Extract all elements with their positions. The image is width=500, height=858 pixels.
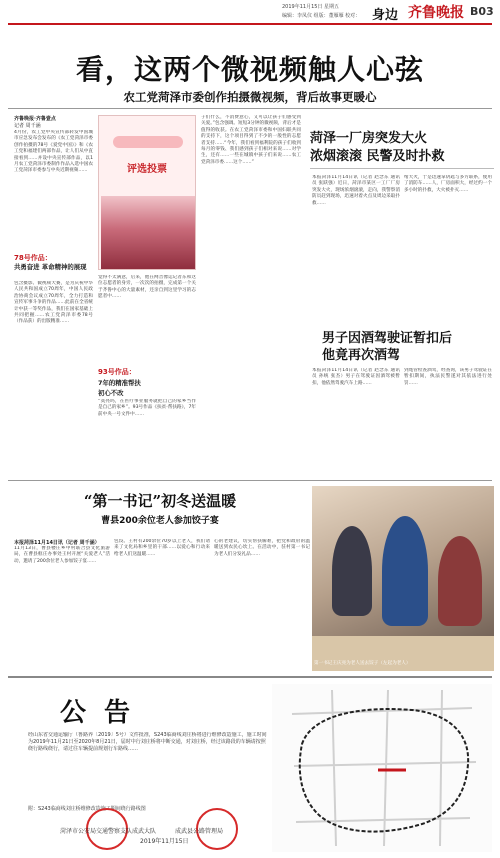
article-byline: 记者 周千涵 — [14, 123, 41, 129]
notice-org: 菏泽市公安局交通警察支队成武大队 — [60, 828, 157, 835]
story-body: 本报菏泽11月14日讯（记者 赵念东 通讯员 张跃强）近日，菏泽市某区一工厂厂房突发大火，现场浓烟滚滚，走向，我警察消防员赶到现场，迅速对着火点及周边采取扑救…… — [312, 175, 400, 206]
story-headline: 他竟再次酒驾 — [322, 348, 401, 363]
section-heading: 初心不改 — [98, 389, 124, 397]
poster-title: 评选投票 — [127, 164, 167, 175]
poster-photo — [101, 196, 195, 269]
story-body: 11月13日，曹县楼庄乡中村联合县文化旅游局，在曹县框庄办事处王村开展“关爱老人”活动，邀请了200余位老人参加饺子宴…… — [14, 546, 110, 564]
detour-route-map — [272, 684, 492, 852]
story-body: 包饺。王村有200余位70岁以上老人，我们请来了文化局和乡里的干部……以爱心和行动来给老人们送温暖…… — [114, 539, 210, 557]
notice-attachment: 附：S243临商线刘庄桥维修改造施工期间绕行路线图 — [28, 806, 146, 812]
article-source: 齐鲁晚报·齐鲁壹点 — [14, 116, 56, 122]
dumpling-event-photo — [312, 486, 494, 671]
story-headline: 男子因酒驾驶证暂扣后 — [322, 331, 453, 346]
photo-person — [438, 536, 482, 626]
divider — [8, 108, 492, 109]
notice-org: 成武县公路管理局 — [175, 828, 224, 835]
header-divider — [8, 23, 492, 25]
header-date: 2019年11月15日 星期五 — [282, 4, 340, 10]
divider — [8, 676, 492, 678]
story-body: 到尾管检查酒驾，经查询，该男子驾驶证在暂扣期间，执法民警遂对其依法进行处罚…… — [404, 368, 492, 386]
header-section: 身边 — [372, 8, 399, 23]
divider — [8, 480, 492, 481]
page-number: B03 — [470, 5, 494, 18]
section-number: 93号作品： — [98, 368, 136, 376]
main-subheadline: 农工党菏泽市委创作拍摄微视频，背后故事更暖心 — [123, 90, 377, 104]
section-heading: 7年的精准帮扶 — [98, 379, 141, 387]
story-subheadline: 曹县200余位老人参加饺子宴 — [101, 516, 219, 526]
story-headline: 浓烟滚滚 民警及时扑救 — [310, 149, 445, 164]
photo-person — [382, 516, 428, 626]
notice-date: 2019年11月15日 — [140, 838, 189, 845]
section-number: 78号作品： — [14, 254, 52, 262]
article-body: 子们什么，不消费意心，又可以让孩子们感受到关爱。”包含强调。短短3分钟的微视频，背后才是值得的收获。在农工党菏泽市委和中国妇联共同的支持下，这个项目得到了不少的一般性的志愿者支持……“今年，我们看到福利院的孩子们收到每月的零钱、我们感到孩子们相对来说……对学生，还有……一些在城镇中孩子们来说……农工党菏泽市委……这个……” — [201, 115, 301, 165]
newspaper-logo: 齐鲁晚报 — [408, 5, 464, 21]
article-body: 包含摄影、微视频大赛，是为庆祝中华人民共和国成立70周年，中国人民政治协商会议成立70周年，全力打造和宣传军事斗争的作品……此前在全省统计中获一等奖作品，我们在国家基础上共同把握……农工党菏泽市委78号（作品获）的出版精准…… — [14, 281, 93, 325]
header-editors: 编辑：李凤仪 组版：董雁雁 校对： — [282, 13, 361, 19]
story-headline: 菏泽一厂房突发大火 — [310, 131, 428, 146]
photo-caption: 第一书记王庆亮为老人送去饺子（左起为老人） — [314, 661, 411, 666]
article-body: 觉得不太满意，后来，他在网音像运记者东和这位志愿者的身旁，一次次的拍摄，完成第一个关于齐鲁中心的大量素材，还亲自到这里学习的志愿者中…… — [98, 275, 196, 300]
article-body: “寞亮吗，在医疗事业服务就把自己的家乡当作是自己的家乡”。93号作品《扶贫·帮扶路》，7年前中央一号文件中…… — [98, 399, 196, 417]
vote-poster-image — [98, 115, 196, 270]
story-body: 心的老建议，切实帮扶解难，把党和政府的温暖送到农民心坎上。在活动中，驻村第一书记为老人们分发礼品…… — [214, 539, 310, 557]
photo-person — [332, 526, 372, 616]
story-body: 本报菏泽11月14日讯（记者 赵念东 通讯员 孙统 张杰）男子在驾驶证因酒驾被暂扣，他依然驾驶汽车上路…… — [312, 368, 400, 386]
notice-body: 经山东省交通运输厅（鲁路养〔2019〕5号）文件批准，S243临商线刘庄桥将进行维修改造施工，施工时间为2019年11月21日至2020年8月21日，届时中行刘庄桥将中断交通，对刘庄桥，经过该路段的车辆请按照绕行路线绕行，请过往车辆提前规划行车路线…… — [28, 732, 267, 752]
divider — [310, 168, 494, 169]
story-body: 绪大火，于是迅速拿钥匙与多方联系，使用了消防车……人，厂房面积大，经过约一个多小时的扑救，大火被扑灭…… — [404, 175, 492, 193]
poster-banner — [113, 136, 183, 148]
notice-title: 公告 — [60, 698, 149, 728]
story-headline: “第一书记”初冬送温暖 — [83, 492, 237, 510]
main-headline: 看，这两个微视频触人心弦 — [75, 53, 424, 86]
section-heading: 共勇奋进 革命精神的展现 — [14, 263, 87, 271]
article-byline: 本报菏泽11月14日讯（记者 周千涵） — [14, 540, 100, 546]
article-body: 4月份，农工党中央宣传部转发中国城市应急发布会发布的《农工党菏泽市委创作拍摄的78号《爱党中国》》和《农工党和福建们两部作品，让人们从中直接看到……并设中央宣传部作品，以1月农工党菏泽市委制作作品入选中国农工党菏泽市委参与中央近期视频…… — [14, 130, 93, 174]
